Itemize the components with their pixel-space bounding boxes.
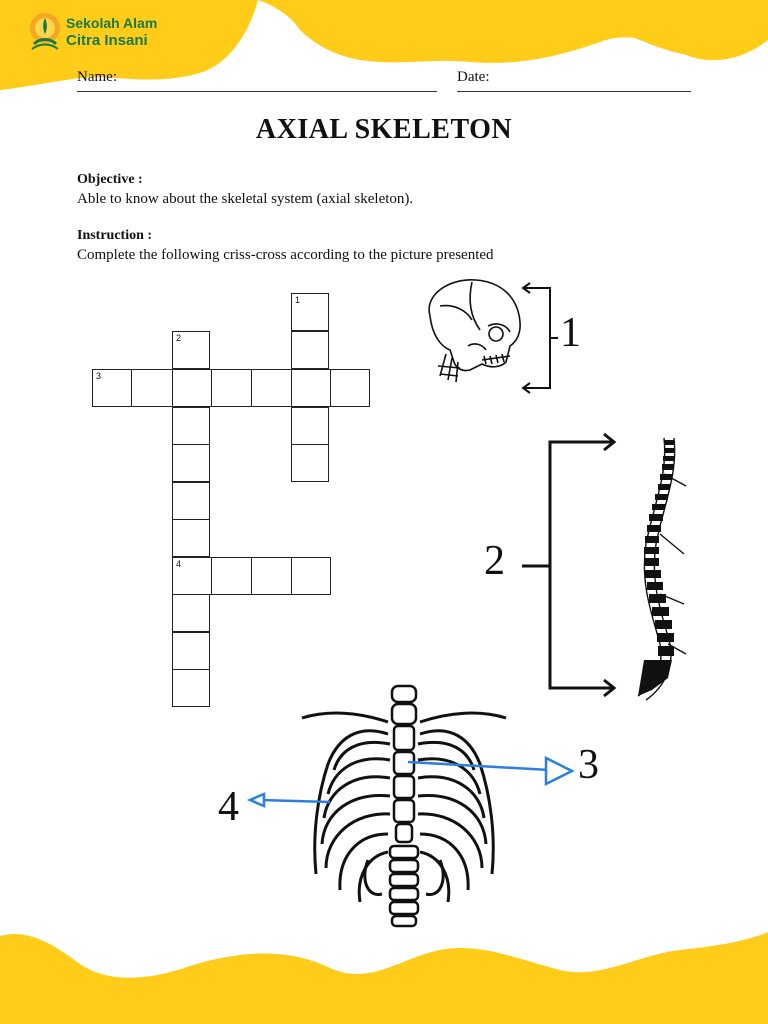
crossword-cell[interactable]: [172, 594, 210, 632]
crossword-cell[interactable]: [172, 632, 210, 670]
logo-text-line2: Citra Insani: [66, 32, 148, 49]
bracket-arrow-2: [518, 428, 620, 696]
date-label: Date:: [457, 69, 490, 85]
crossword-cell[interactable]: [172, 407, 210, 445]
callout-label-3: 3: [578, 742, 599, 788]
spine-illustration: [624, 434, 690, 704]
crossword-cell[interactable]: [330, 369, 370, 407]
crossword-cell[interactable]: [172, 331, 210, 369]
logo-text-line1: Sekolah Alam: [66, 15, 158, 31]
crossword-cell[interactable]: [291, 407, 329, 445]
name-label: Name:: [77, 69, 117, 85]
crossword-cell[interactable]: [251, 369, 292, 407]
crossword-cell[interactable]: [172, 669, 210, 707]
crossword-cell[interactable]: [172, 557, 212, 595]
callout-label-1: 1: [560, 310, 581, 356]
crossword-cell[interactable]: [211, 369, 252, 407]
crossword-cell[interactable]: [291, 557, 331, 595]
crossword-cell[interactable]: [291, 444, 329, 482]
crossword-cell[interactable]: [291, 331, 329, 369]
clue-number: 2: [176, 333, 182, 343]
crossword-cell[interactable]: [172, 369, 212, 407]
instruction-heading: Instruction :: [77, 228, 153, 243]
crossword-cell[interactable]: [251, 557, 292, 595]
logo-emblem-icon: [28, 12, 62, 52]
bracket-arrow-1: [518, 282, 558, 394]
name-field[interactable]: [77, 91, 437, 92]
crossword-cell[interactable]: [131, 369, 173, 407]
bottom-yellow-wave: [0, 920, 768, 1024]
clue-number: 1: [295, 295, 301, 305]
crossword-cell[interactable]: [172, 444, 210, 482]
clue-number: 4: [176, 559, 182, 569]
objective-heading: Objective :: [77, 172, 143, 187]
crossword-cell[interactable]: [211, 557, 252, 595]
callout-label-2: 2: [484, 538, 505, 584]
blue-pointer-arrows: [240, 746, 576, 812]
date-field[interactable]: [457, 91, 691, 92]
school-logo: [28, 12, 188, 56]
crossword-cell[interactable]: [291, 369, 331, 407]
objective-text: Able to know about the skeletal system (axial skeleton).: [77, 191, 414, 207]
page-title: AXIAL SKELETON: [255, 114, 513, 145]
instruction-text: Complete the following criss-cross according to the picture presented: [77, 247, 494, 263]
clue-number: 3: [96, 371, 102, 381]
crossword-cell[interactable]: [291, 293, 329, 331]
callout-label-4: 4: [218, 784, 239, 830]
crossword-cell[interactable]: [172, 482, 210, 520]
skull-illustration: [410, 276, 528, 384]
crossword-cell[interactable]: [172, 519, 210, 557]
crossword-cell[interactable]: [92, 369, 132, 407]
